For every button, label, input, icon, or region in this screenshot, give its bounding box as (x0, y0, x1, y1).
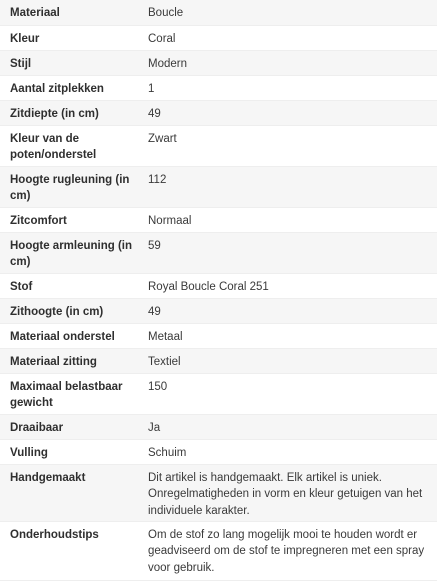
spec-label: Zithoogte (in cm) (0, 298, 146, 323)
spec-row-zitdiepte (0, 100, 437, 125)
spec-label: Materiaal onderstel (0, 323, 146, 348)
spec-label: Vulling (0, 439, 146, 464)
spec-label: Maximaal belastbaar gewicht (0, 373, 146, 414)
spec-row-maximaal-belastbaar-gewicht (0, 373, 437, 414)
spec-label: Zitcomfort (0, 207, 146, 232)
spec-row-kleur (0, 25, 437, 50)
spec-value: Ja (146, 414, 437, 439)
spec-value: Metaal (146, 323, 437, 348)
spec-row-stijl (0, 50, 437, 75)
spec-label: Hoogte rugleuning (in cm) (0, 166, 146, 207)
spec-label: Kleur (0, 25, 146, 50)
spec-value: Modern (146, 50, 437, 75)
spec-value: Coral (146, 25, 437, 50)
spec-value: 59 (146, 232, 437, 273)
spec-value: Dit artikel is handgemaakt. Elk artikel is uniek. Onregelmatigheden in vorm en kleur getuigen van het individuele karakter. (146, 464, 437, 521)
spec-label: Onderhoudstips (0, 521, 146, 580)
spec-value: Schuim (146, 439, 437, 464)
spec-label: Kleur van de poten/onderstel (0, 125, 146, 166)
spec-row-hoogte-armleuning (0, 232, 437, 273)
spec-label: Stijl (0, 50, 146, 75)
spec-value: 49 (146, 298, 437, 323)
spec-row-materiaal-zitting (0, 348, 437, 373)
spec-value: 1 (146, 75, 437, 100)
spec-row-zitcomfort (0, 207, 437, 232)
spec-label: Stof (0, 273, 146, 298)
spec-row-onderhoudstips (0, 521, 437, 580)
spec-row-handgemaakt (0, 464, 437, 521)
spec-row-stof (0, 273, 437, 298)
spec-row-zithoogte (0, 298, 437, 323)
spec-value: Om de stof zo lang mogelijk mooi te houden wordt er geadviseerd om de stof te impregneren met een spray voor gebruik. (146, 521, 437, 580)
spec-label: Zitdiepte (in cm) (0, 100, 146, 125)
spec-value: Textiel (146, 348, 437, 373)
spec-label: Draaibaar (0, 414, 146, 439)
spec-label: Hoogte armleuning (in cm) (0, 232, 146, 273)
spec-row-materiaal-onderstel (0, 323, 437, 348)
spec-row-materiaal (0, 0, 437, 25)
spec-row-vulling (0, 439, 437, 464)
spec-row-kleur-poten (0, 125, 437, 166)
spec-label: Handgemaakt (0, 464, 146, 521)
spec-value: Zwart (146, 125, 437, 166)
spec-row-draaibaar (0, 414, 437, 439)
spec-row-aantal-zitplekken (0, 75, 437, 100)
spec-label: Aantal zitplekken (0, 75, 146, 100)
spec-value: 150 (146, 373, 437, 414)
spec-label: Materiaal zitting (0, 348, 146, 373)
spec-value: Normaal (146, 207, 437, 232)
spec-row-hoogte-rugleuning (0, 166, 437, 207)
spec-value: Royal Boucle Coral 251 (146, 273, 437, 298)
spec-label: Materiaal (0, 0, 146, 25)
spec-value: 49 (146, 100, 437, 125)
spec-value: 112 (146, 166, 437, 207)
spec-value: Boucle (146, 0, 437, 25)
